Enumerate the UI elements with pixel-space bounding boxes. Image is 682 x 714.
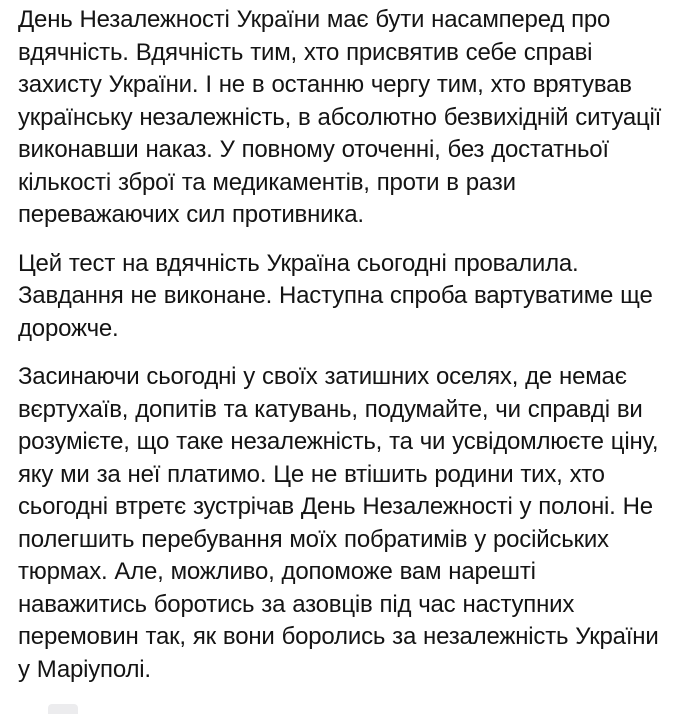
post-paragraph: День Незалежності України має бути насамперед про вдячність. Вдячність тим, хто присвятив себе справі захисту України. І не в останню чергу тим, хто врятував українську незалежність, в абсолютно безвихідній ситуації виконавши наказ. У повному оточенні, без достатньої кількості зброї та медикаментів, проти в рази переважаючих сил противника. (18, 6, 662, 228)
post-paragraph: Засинаючи сьогодні у своїх затишних оселях, де немає вєртухаїв, допитів та катувань, подумайте, чи справді ви розумієте, що таке незалежність, та чи усвідомлюєте ціну, яку ми за неї платимо. Це не втішить родини тих, хто сьогодні втретє зустрічав День Незалежності у полоні. Не полегшить перебування моїх побратимів у російських тюрмах. Але, можливо, допоможе вам нарешті наважитись боротись за азовців під час наступних перемовин так, як вони боролись за незалежність України у Маріуполі. (18, 363, 659, 683)
next-attachment-top-edge (48, 704, 78, 714)
post-paragraph: Цей тест на вдячність Україна сьогодні провалила. Завдання не виконане. Наступна спроба вартуватиме ще дорожче. (18, 249, 653, 342)
